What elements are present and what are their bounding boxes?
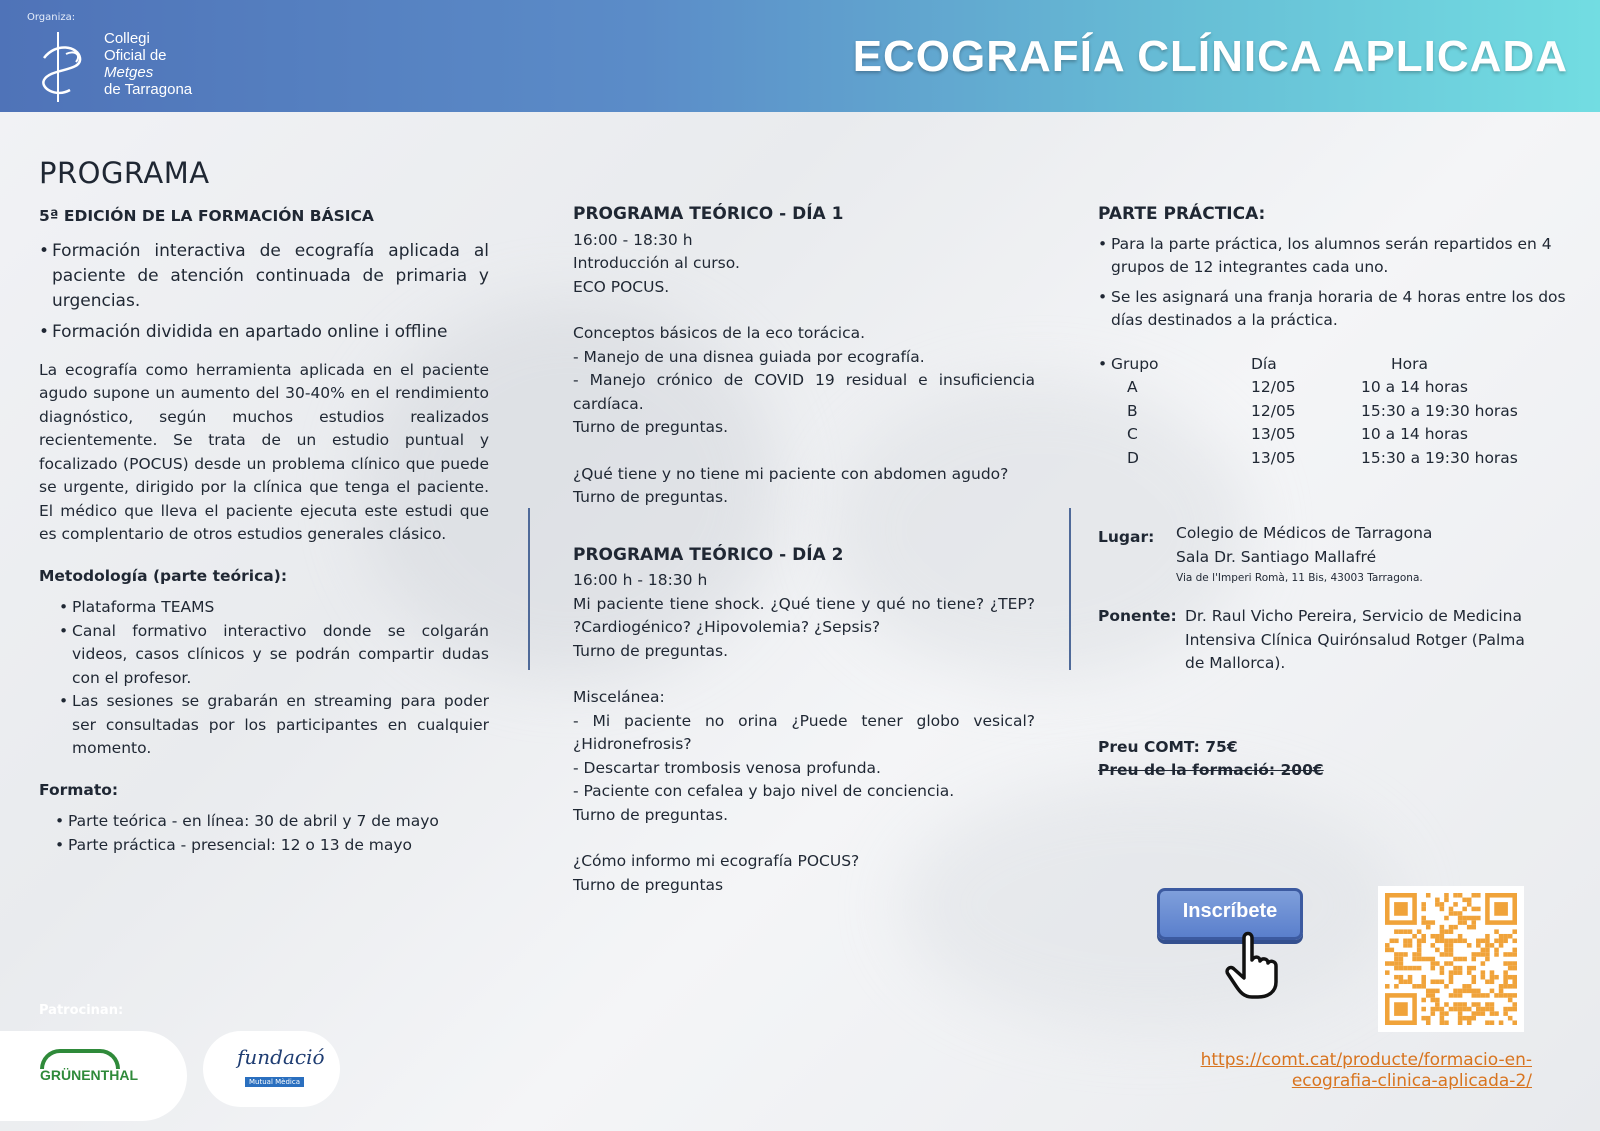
price-comt: Preu COMT: 75€: [1098, 737, 1238, 756]
block1-line: - Manejo crónico de COVID 19 residual e insuficiencia cardíaca.: [573, 371, 1035, 413]
list-item: • Canal formativo interactivo donde se colgarán videos, casos clínicos y se podrán compartir dudas con el profesor.: [59, 620, 489, 691]
practice-list: [1098, 233, 1568, 333]
schedule-cell: A: [1127, 378, 1138, 396]
misc-line: Turno de preguntas.: [573, 805, 729, 824]
list-item: • Parte teórica - en línea: 30 de abril y 7 de mayo: [55, 810, 489, 834]
speaker-label: Ponente:: [1098, 607, 1177, 625]
place-address: Via de l'Imperi Romà, 11 Bis, 43003 Tarragona.: [1176, 572, 1423, 584]
schedule-table: [1098, 353, 1568, 471]
sponsor-grunenthal: [0, 1031, 187, 1121]
schedule-header: Hora: [1391, 354, 1429, 373]
column-divider: [528, 508, 530, 670]
method-title: Metodología (parte teórica):: [39, 566, 288, 585]
page-title: ECOGRAFÍA CLÍNICA APLICADA: [852, 32, 1568, 81]
place-line: Sala Dr. Santiago Mallafré: [1176, 547, 1377, 566]
grunenthal-logo: GRÜNENTHAL: [40, 1067, 138, 1083]
day2-questions: Turno de preguntas.: [573, 641, 729, 660]
format-title: Formato:: [39, 780, 119, 799]
grunenthal-arc-icon: [40, 1049, 120, 1069]
misc-line: - Mi paciente no orina ¿Puede tener globo vesical? ¿Hidronefrosis?: [573, 711, 1035, 753]
place-label: Lugar:: [1098, 528, 1155, 546]
list-item: • Parte práctica - presencial: 12 o 13 de mayo: [55, 834, 489, 858]
speaker-block: [1098, 605, 1568, 676]
column-program: [39, 155, 489, 857]
column-theory: [573, 203, 1035, 897]
qr-code[interactable]: [1378, 886, 1524, 1032]
day1-title: PROGRAMA TEÓRICO - DÍA 1: [573, 204, 844, 224]
schedule-row: [1111, 376, 1568, 400]
schedule-cell: D: [1127, 448, 1139, 467]
schedule-cell: B: [1127, 401, 1138, 420]
link-line[interactable]: ecografia-clinica-aplicada-2/: [1291, 1071, 1532, 1091]
column-divider: [1069, 508, 1071, 670]
block1-title: Conceptos básicos de la eco torácica.: [573, 324, 866, 342]
last-title: ¿Cómo informo mi ecografía POCUS?: [573, 852, 860, 870]
misc-line: - Paciente con cefalea y bajo nivel de conciencia.: [573, 782, 955, 800]
day2-title: PROGRAMA TEÓRICO - DÍA 2: [573, 544, 844, 565]
last-questions: Turno de preguntas: [573, 875, 724, 894]
block2-questions: Turno de preguntas.: [573, 488, 729, 506]
list-item: • Las sesiones se grabarán en streaming para poder ser consultadas por los participantes en cualquier momento.: [59, 690, 489, 761]
schedule-cell: 13/05: [1251, 448, 1296, 467]
place-line: Colegio de Médicos de Tarragona: [1176, 524, 1433, 542]
schedule-cell: 13/05: [1251, 425, 1296, 443]
link-line[interactable]: https://comt.cat/producte/formacio-en-: [1200, 1050, 1532, 1070]
schedule-row: [1111, 447, 1568, 471]
schedule-cell: 15:30 a 19:30 horas: [1361, 448, 1518, 467]
intro-list: [39, 239, 489, 345]
fundacio-sub: Mutual Mèdica: [245, 1077, 304, 1087]
list-item: • Formación dividida en apartado online i offline: [39, 320, 489, 345]
header-banner: [0, 0, 1600, 112]
schedule-cell: 12/05: [1251, 401, 1296, 420]
misc-line: - Descartar trombosis venosa profunda.: [573, 758, 881, 777]
list-item: • Se les asignará una franja horaria de 4 horas entre los dos días destinados a la práctica.: [1098, 286, 1568, 333]
program-heading: PROGRAMA: [39, 156, 210, 190]
day1-time: 16:00 - 18:30 h: [573, 230, 693, 249]
comt-logo: [36, 28, 211, 106]
day2-time: 16:00 h - 18:30 h: [573, 571, 708, 589]
schedule-cell: 10 a 14 horas: [1361, 425, 1468, 443]
logo-line: de Tarragona: [104, 81, 193, 98]
list-item: • Formación interactiva de ecografía aplicada al paciente de atención continuada de primaria y urgencias.: [39, 239, 489, 314]
edition-title: 5ª EDICIÓN DE LA FORMACIÓN BÁSICA: [39, 207, 374, 225]
misc-title: Miscelánea:: [573, 688, 665, 706]
block2-title: ¿Qué tiene y no tiene mi paciente con abdomen agudo?: [573, 464, 1009, 483]
logo-text: [104, 30, 192, 98]
fundacio-logo: fundació: [237, 1045, 325, 1069]
bullet-icon: •: [1098, 354, 1108, 373]
place-block: [1098, 522, 1568, 587]
list-item: • Plataforma TEAMS: [59, 596, 489, 620]
schedule-row: [1111, 400, 1568, 424]
qr-code-icon: [1385, 893, 1517, 1025]
sponsor-fundacio: [203, 1031, 340, 1107]
schedule-row: [1111, 423, 1568, 447]
caduceus-icon: [36, 28, 96, 106]
registration-link[interactable]: [1201, 1050, 1532, 1092]
speaker-name: Dr. Raul Vicho Pereira, Servicio de Medicina Intensiva Clínica Quirónsalud Rotger (Palma de Mallorca).: [1185, 607, 1525, 672]
place-details: [1176, 522, 1432, 587]
schedule-cell: 15:30 a 19:30 horas: [1361, 401, 1518, 420]
format-list: [55, 810, 489, 857]
day1-eco: ECO POCUS.: [573, 277, 670, 296]
sponsors-label: Patrocinan:: [39, 1003, 124, 1018]
schedule-cell: 12/05: [1251, 378, 1296, 396]
practice-title: PARTE PRÁCTICA:: [1098, 204, 1266, 224]
schedule-cell: C: [1127, 425, 1138, 443]
logo-line: Metges: [104, 64, 154, 81]
day2-shock: Mi paciente tiene shock. ¿Qué tiene y qué no tiene? ¿TEP? ?Cardiogénico? ¿Hipovolemia? ¿Sepsis?: [573, 594, 1035, 636]
intro-paragraph: La ecografía como herramienta aplicada en el paciente agudo supone un aumento del 30-40% en el rendimiento diagnóstico, según muchos estudios realizados recientemente. Se trata de un estudio puntual y focalizado (POCUS) desde un problema clínico que puede se urgente, dirigido por la clínica que tenga el paciente. El médico que lleva el paciente ejecuta este estudi que es complentario de otros estudios generales clásico.: [39, 360, 489, 543]
schedule-header-row: [1111, 353, 1568, 377]
organiza-label: Organiza:: [27, 12, 76, 23]
schedule-header: Día: [1251, 354, 1277, 373]
logo-line: Collegi: [104, 30, 150, 47]
method-list: [59, 596, 489, 761]
schedule-header: Grupo: [1111, 354, 1159, 373]
logo-line: Oficial de: [104, 47, 167, 64]
register-button[interactable]: Inscríbete: [1157, 888, 1303, 940]
pointer-hand-icon: [1222, 930, 1286, 1000]
price-full: Preu de la formació: 200€: [1098, 761, 1324, 779]
list-item: • Para la parte práctica, los alumnos serán repartidos en 4 grupos de 12 integrantes cada uno.: [1098, 233, 1568, 280]
block1-line: - Manejo de una disnea guiada por ecografía.: [573, 347, 925, 366]
day1-intro: Introducción al curso.: [573, 254, 740, 272]
column-practice: [1098, 203, 1568, 783]
schedule-cell: 10 a 14 horas: [1361, 378, 1468, 396]
block1-line: Turno de preguntas.: [573, 418, 729, 436]
